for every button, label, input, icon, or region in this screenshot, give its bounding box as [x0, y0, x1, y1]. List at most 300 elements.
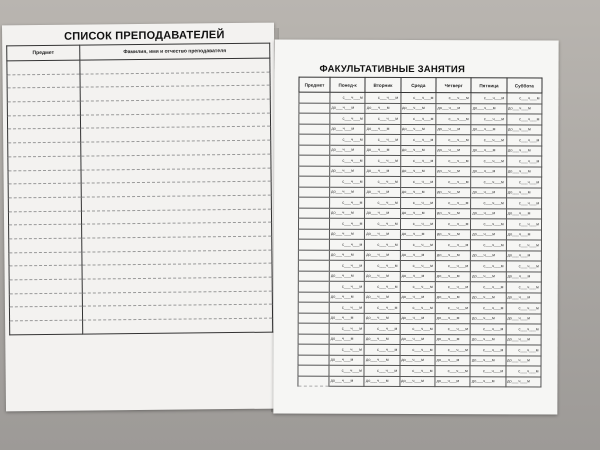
time-to-text: до___ч___м [436, 252, 460, 258]
time-cell [365, 124, 400, 135]
time-cell [506, 229, 541, 240]
time-cell [436, 135, 471, 146]
time-to-text: до___ч___м [401, 125, 425, 132]
time-cell [329, 239, 364, 250]
time-to-text: до___ч___м [331, 125, 355, 131]
time-to-text: до___ч___м [437, 189, 460, 195]
time-to-text: до___ч___м [436, 273, 460, 279]
time-to-text: до___ч___м [472, 189, 496, 195]
time-to-text: до___ч___м [365, 335, 389, 341]
time-to-text: до___ч___м [507, 189, 531, 195]
time-cell [471, 229, 506, 240]
time-to-text: до___ч___м [365, 377, 389, 383]
time-from-text: с___ч___м [448, 136, 469, 142]
time-to-text: до___ч___м [366, 209, 390, 215]
time-to-text: до___ч___м [437, 105, 461, 111]
time-to-text: до___ч___м [365, 356, 389, 362]
time-from-text: с___ч___м [447, 304, 469, 310]
time-from-text: с___ч___м [518, 199, 540, 205]
time-cell [365, 208, 400, 219]
time-cell [330, 134, 365, 145]
time-to-text: до___ч___м [402, 104, 425, 111]
subject-cell [299, 103, 330, 114]
time-cell [400, 313, 435, 324]
time-cell [400, 260, 435, 271]
time-cell [435, 261, 470, 272]
time-to-text: до___ч___м [436, 336, 460, 342]
time-from-text: с___ч___м [519, 136, 540, 142]
time-to-text: до___ч___м [437, 147, 461, 153]
time-cell [507, 103, 542, 114]
time-from-text: с___ч___м [448, 178, 469, 184]
time-cell [506, 250, 541, 261]
time-from-text: с___ч___м [448, 220, 469, 226]
time-cell [364, 365, 399, 376]
time-from-text: с___ч___м [447, 262, 469, 268]
time-cell [506, 208, 541, 219]
time-from-text: с___ч___м [483, 241, 504, 247]
time-to-text: до___ч___м [401, 167, 425, 174]
subject-cell [299, 176, 330, 187]
time-from-text: с___ч___м [341, 346, 362, 352]
subject-cell [299, 197, 330, 208]
time-cell [400, 334, 435, 345]
time-to-text: до___ч___м [330, 230, 354, 236]
time-cell [330, 92, 365, 103]
time-cell [471, 303, 506, 314]
time-cell [435, 334, 470, 345]
time-cell [506, 166, 541, 177]
time-cell [400, 376, 435, 387]
time-cell [471, 145, 506, 156]
subject-cell [299, 166, 330, 177]
time-cell [435, 324, 470, 335]
time-cell [400, 302, 435, 313]
time-cell [329, 376, 364, 387]
subject-cell [298, 355, 329, 366]
subject-cell [299, 92, 330, 103]
time-from-text: с___ч___м [518, 325, 539, 331]
time-to-text: до___ч___м [401, 293, 425, 300]
time-cell [330, 176, 365, 187]
subject-cell [299, 145, 330, 156]
time-from-text: с___ч___м [377, 262, 398, 268]
time-cell [506, 114, 541, 125]
time-cell [329, 229, 364, 240]
time-cell [365, 229, 400, 240]
time-cell [435, 366, 470, 377]
time-cell [470, 313, 505, 324]
time-cell [471, 177, 506, 188]
schedule-table [297, 77, 542, 388]
subject-cell [298, 281, 329, 292]
time-cell [330, 124, 365, 135]
time-cell [506, 324, 541, 335]
time-to-text: до___ч___м [437, 168, 460, 174]
time-to-text: до___ч___м [331, 146, 355, 152]
time-cell [471, 292, 506, 303]
subject-cell [298, 365, 329, 376]
time-to-text: до___ч___м [436, 231, 460, 237]
time-from-text: с___ч___м [518, 241, 539, 247]
time-from-text: с___ч___м [342, 94, 363, 100]
time-cell [365, 302, 400, 313]
time-cell [400, 124, 435, 135]
time-from-text: с___ч___м [412, 262, 433, 268]
subject-cell [9, 238, 82, 252]
time-from-text: с___ч___м [483, 178, 504, 184]
time-cell [471, 114, 506, 125]
time-cell [330, 155, 365, 166]
subject-cell [298, 250, 329, 261]
time-cell [471, 166, 506, 177]
time-cell [435, 292, 470, 303]
time-cell [470, 345, 505, 356]
time-cell [400, 323, 435, 334]
time-from-text: с___ч___м [447, 346, 468, 352]
time-cell [470, 376, 505, 387]
time-to-text: до___ч___м [331, 167, 354, 173]
time-cell [471, 250, 506, 261]
time-to-text: до___ч___м [330, 293, 354, 299]
time-cell [329, 250, 364, 261]
time-cell [365, 281, 400, 292]
time-to-text: до___ч___м [507, 273, 531, 279]
subject-cell [8, 129, 81, 143]
time-cell [365, 113, 400, 124]
time-cell [435, 282, 470, 293]
time-to-text: до___ч___м [507, 252, 531, 258]
time-cell [471, 240, 506, 251]
time-cell [400, 250, 435, 261]
time-cell [471, 156, 506, 167]
time-from-text: с___ч___м [483, 94, 505, 100]
time-to-text: до___ч___м [436, 357, 460, 363]
subject-cell [8, 183, 81, 197]
time-cell [435, 376, 470, 387]
subject-cell [299, 124, 330, 135]
time-cell [506, 271, 541, 282]
subject-cell [9, 265, 82, 279]
time-cell [436, 114, 471, 125]
time-to-text: до___ч___м [507, 336, 531, 342]
time-cell [506, 198, 541, 209]
column-header-day: Суббота [507, 78, 542, 93]
time-from-text: с___ч___м [341, 304, 363, 310]
time-cell [506, 261, 541, 272]
subject-cell [8, 211, 81, 225]
time-cell [506, 282, 541, 293]
time-cell [435, 229, 470, 240]
time-to-text: до___ч___м [366, 146, 390, 152]
subject-cell [299, 208, 330, 219]
time-cell [471, 93, 506, 104]
subject-cell [298, 218, 329, 229]
time-to-text: до___ч___м [401, 356, 424, 363]
time-cell [401, 92, 436, 103]
subject-cell [299, 134, 330, 145]
time-cell [400, 239, 435, 250]
time-cell [401, 103, 436, 114]
time-to-text: до___ч___м [507, 315, 531, 321]
time-to-text: до___ч___м [471, 315, 495, 321]
time-cell [329, 334, 364, 345]
time-cell [400, 197, 435, 208]
time-cell [506, 345, 541, 356]
time-from-text: с___ч___м [483, 346, 504, 352]
time-cell [471, 261, 506, 272]
time-cell [436, 177, 471, 188]
subject-cell [298, 323, 329, 334]
time-from-text: с___ч___м [483, 115, 505, 121]
time-from-text: с___ч___м [519, 157, 540, 163]
time-cell [471, 208, 506, 219]
time-to-text: до___ч___м [366, 251, 389, 257]
time-cell [471, 124, 506, 135]
time-to-text: до___ч___м [507, 357, 530, 363]
column-header-subject: Предмет [7, 45, 80, 61]
time-cell [400, 355, 435, 366]
time-from-text: с___ч___м [412, 367, 433, 373]
time-cell [330, 113, 365, 124]
subject-cell [7, 115, 80, 129]
time-from-text: с___ч___м [412, 241, 433, 247]
time-cell [436, 187, 471, 198]
time-to-text: до___ч___м [436, 315, 460, 321]
subject-cell [7, 87, 80, 101]
time-cell [470, 366, 505, 377]
time-cell [330, 145, 365, 156]
time-from-text: с___ч___м [412, 220, 434, 226]
time-cell [506, 366, 541, 377]
time-cell [364, 344, 399, 355]
time-cell [365, 103, 400, 114]
time-cell [400, 176, 435, 187]
time-to-text: до___ч___м [330, 335, 354, 341]
time-from-text: с___ч___м [448, 157, 469, 163]
subject-cell [298, 229, 329, 240]
time-to-text: до___ч___м [401, 251, 425, 258]
time-from-text: с___ч___м [413, 94, 434, 100]
subject-cell [299, 155, 330, 166]
time-cell [400, 365, 435, 376]
time-cell [364, 334, 399, 345]
subject-cell [7, 101, 80, 115]
time-cell [435, 240, 470, 251]
time-from-text: с___ч___м [412, 199, 434, 205]
time-cell [435, 345, 470, 356]
time-from-text: с___ч___м [342, 136, 363, 142]
subject-cell [7, 74, 80, 88]
subject-cell [9, 279, 82, 293]
column-header-day: Среда [401, 77, 436, 92]
time-cell [330, 187, 365, 198]
time-from-text: с___ч___м [342, 199, 363, 205]
time-cell [400, 229, 435, 240]
time-cell [506, 240, 541, 251]
time-from-text: с___ч___м [519, 115, 540, 121]
time-from-text: с___ч___м [412, 325, 433, 331]
time-to-text: до___ч___м [366, 293, 389, 299]
time-cell [400, 218, 435, 229]
time-to-text: до___ч___м [401, 314, 425, 321]
time-cell [471, 271, 506, 282]
page-title: СПИСОК ПРЕПОДАВАТЕЛЕЙ [64, 29, 225, 43]
time-to-text: до___ч___м [436, 378, 460, 384]
time-cell [436, 166, 471, 177]
time-cell [329, 302, 364, 313]
time-to-text: до___ч___м [401, 209, 425, 216]
subject-cell [7, 60, 80, 74]
subject-cell [298, 334, 329, 345]
time-cell [471, 135, 506, 146]
time-cell [365, 145, 400, 156]
time-cell [365, 260, 400, 271]
time-cell [329, 292, 364, 303]
time-cell [470, 334, 505, 345]
time-cell [506, 219, 541, 230]
time-cell [365, 92, 400, 103]
time-from-text: с___ч___м [341, 262, 363, 268]
time-to-text: до___ч___м [401, 377, 424, 384]
time-cell [436, 124, 471, 135]
time-from-text: с___ч___м [483, 262, 504, 268]
time-to-text: до___ч___м [366, 104, 390, 110]
time-from-text: с___ч___м [377, 283, 398, 289]
time-cell [330, 103, 365, 114]
subject-cell [298, 313, 329, 324]
time-from-text: с___ч___м [342, 115, 363, 121]
time-to-text: до___ч___м [330, 356, 354, 362]
time-to-text: до___ч___м [472, 126, 496, 132]
time-from-text: с___ч___м [519, 94, 540, 100]
time-cell [470, 355, 505, 366]
time-to-text: до___ч___м [401, 188, 425, 195]
time-cell [365, 187, 400, 198]
time-from-text: с___ч___м [412, 178, 434, 184]
time-from-text: с___ч___м [377, 115, 399, 121]
time-from-text: с___ч___м [482, 367, 504, 373]
time-from-text: с___ч___м [342, 220, 363, 226]
time-cell [400, 166, 435, 177]
time-from-text: с___ч___м [377, 136, 398, 142]
time-cell [329, 218, 364, 229]
time-to-text: до___ч___м [366, 125, 390, 131]
time-to-text: до___ч___м [401, 272, 425, 279]
subject-cell [298, 376, 329, 387]
time-to-text: до___ч___м [472, 210, 496, 216]
time-cell [471, 198, 506, 209]
subject-cell [298, 344, 329, 355]
column-header-day: Пятница [471, 78, 506, 93]
table-row [10, 318, 273, 334]
time-cell [400, 187, 435, 198]
time-from-text: с___ч___м [413, 136, 434, 142]
time-cell [365, 218, 400, 229]
subject-cell [10, 320, 83, 334]
subject-cell [9, 224, 82, 238]
time-from-text: с___ч___м [448, 241, 469, 247]
time-cell [364, 355, 399, 366]
time-cell [329, 281, 364, 292]
time-cell [364, 323, 399, 334]
subject-cell [8, 197, 81, 211]
time-to-text: до___ч___м [330, 314, 354, 320]
time-from-text: с___ч___м [483, 157, 504, 163]
right-page [273, 40, 558, 415]
column-header-subject: Предмет [299, 77, 330, 92]
time-from-text: с___ч___м [483, 325, 504, 331]
time-from-text: с___ч___м [412, 304, 433, 310]
time-cell [329, 365, 364, 376]
time-cell [506, 355, 541, 366]
time-cell [506, 177, 541, 188]
time-cell [436, 208, 471, 219]
time-to-text: до___ч___м [436, 294, 460, 300]
time-from-text: с___ч___м [377, 157, 398, 163]
time-from-text: с___ч___м [447, 283, 469, 289]
time-from-text: с___ч___м [376, 367, 398, 373]
time-to-text: до___ч___м [401, 146, 425, 153]
time-to-text: до___ч___м [507, 147, 531, 153]
time-to-text: до___ч___м [472, 168, 496, 174]
time-cell [364, 313, 399, 324]
time-to-text: до___ч___м [507, 126, 531, 132]
time-from-text: с___ч___м [377, 241, 398, 247]
time-cell [329, 323, 364, 334]
subject-cell [299, 113, 330, 124]
time-cell [506, 313, 541, 324]
time-to-text: до___ч___м [331, 104, 355, 110]
time-from-text: с___ч___м [518, 262, 539, 268]
time-to-text: до___ч___м [472, 273, 495, 279]
column-header-day: Вторник [365, 77, 400, 92]
time-cell [507, 93, 542, 104]
time-to-text: до___ч___м [507, 168, 531, 174]
time-from-text: с___ч___м [342, 241, 363, 247]
time-cell [329, 344, 364, 355]
time-cell [400, 145, 435, 156]
time-cell [330, 197, 365, 208]
subject-cell [298, 292, 329, 303]
time-cell [506, 145, 541, 156]
time-cell [435, 355, 470, 366]
time-from-text: с___ч___м [518, 178, 540, 184]
time-from-text: с___ч___м [518, 367, 539, 373]
time-cell [365, 166, 400, 177]
time-cell [435, 219, 470, 230]
time-to-text: до___ч___м [471, 357, 495, 363]
time-cell [506, 292, 541, 303]
time-to-text: до___ч___м [471, 378, 495, 384]
time-from-text: с___ч___м [448, 115, 469, 121]
time-from-text: с___ч___м [377, 199, 398, 205]
teachers-table [6, 43, 273, 335]
time-cell [506, 303, 541, 314]
time-to-text: до___ч___м [330, 272, 354, 278]
time-from-text: с___ч___м [483, 220, 504, 226]
time-to-text: до___ч___м [507, 210, 531, 216]
time-cell [470, 324, 505, 335]
time-from-text: с___ч___м [448, 199, 469, 205]
time-cell [435, 313, 470, 324]
time-to-text: до___ч___м [471, 336, 495, 342]
time-to-text: до___ч___м [366, 314, 389, 320]
time-cell [365, 176, 400, 187]
subject-cell [8, 142, 81, 156]
time-from-text: с___ч___м [483, 136, 504, 142]
time-to-text: до___ч___м [331, 188, 354, 194]
